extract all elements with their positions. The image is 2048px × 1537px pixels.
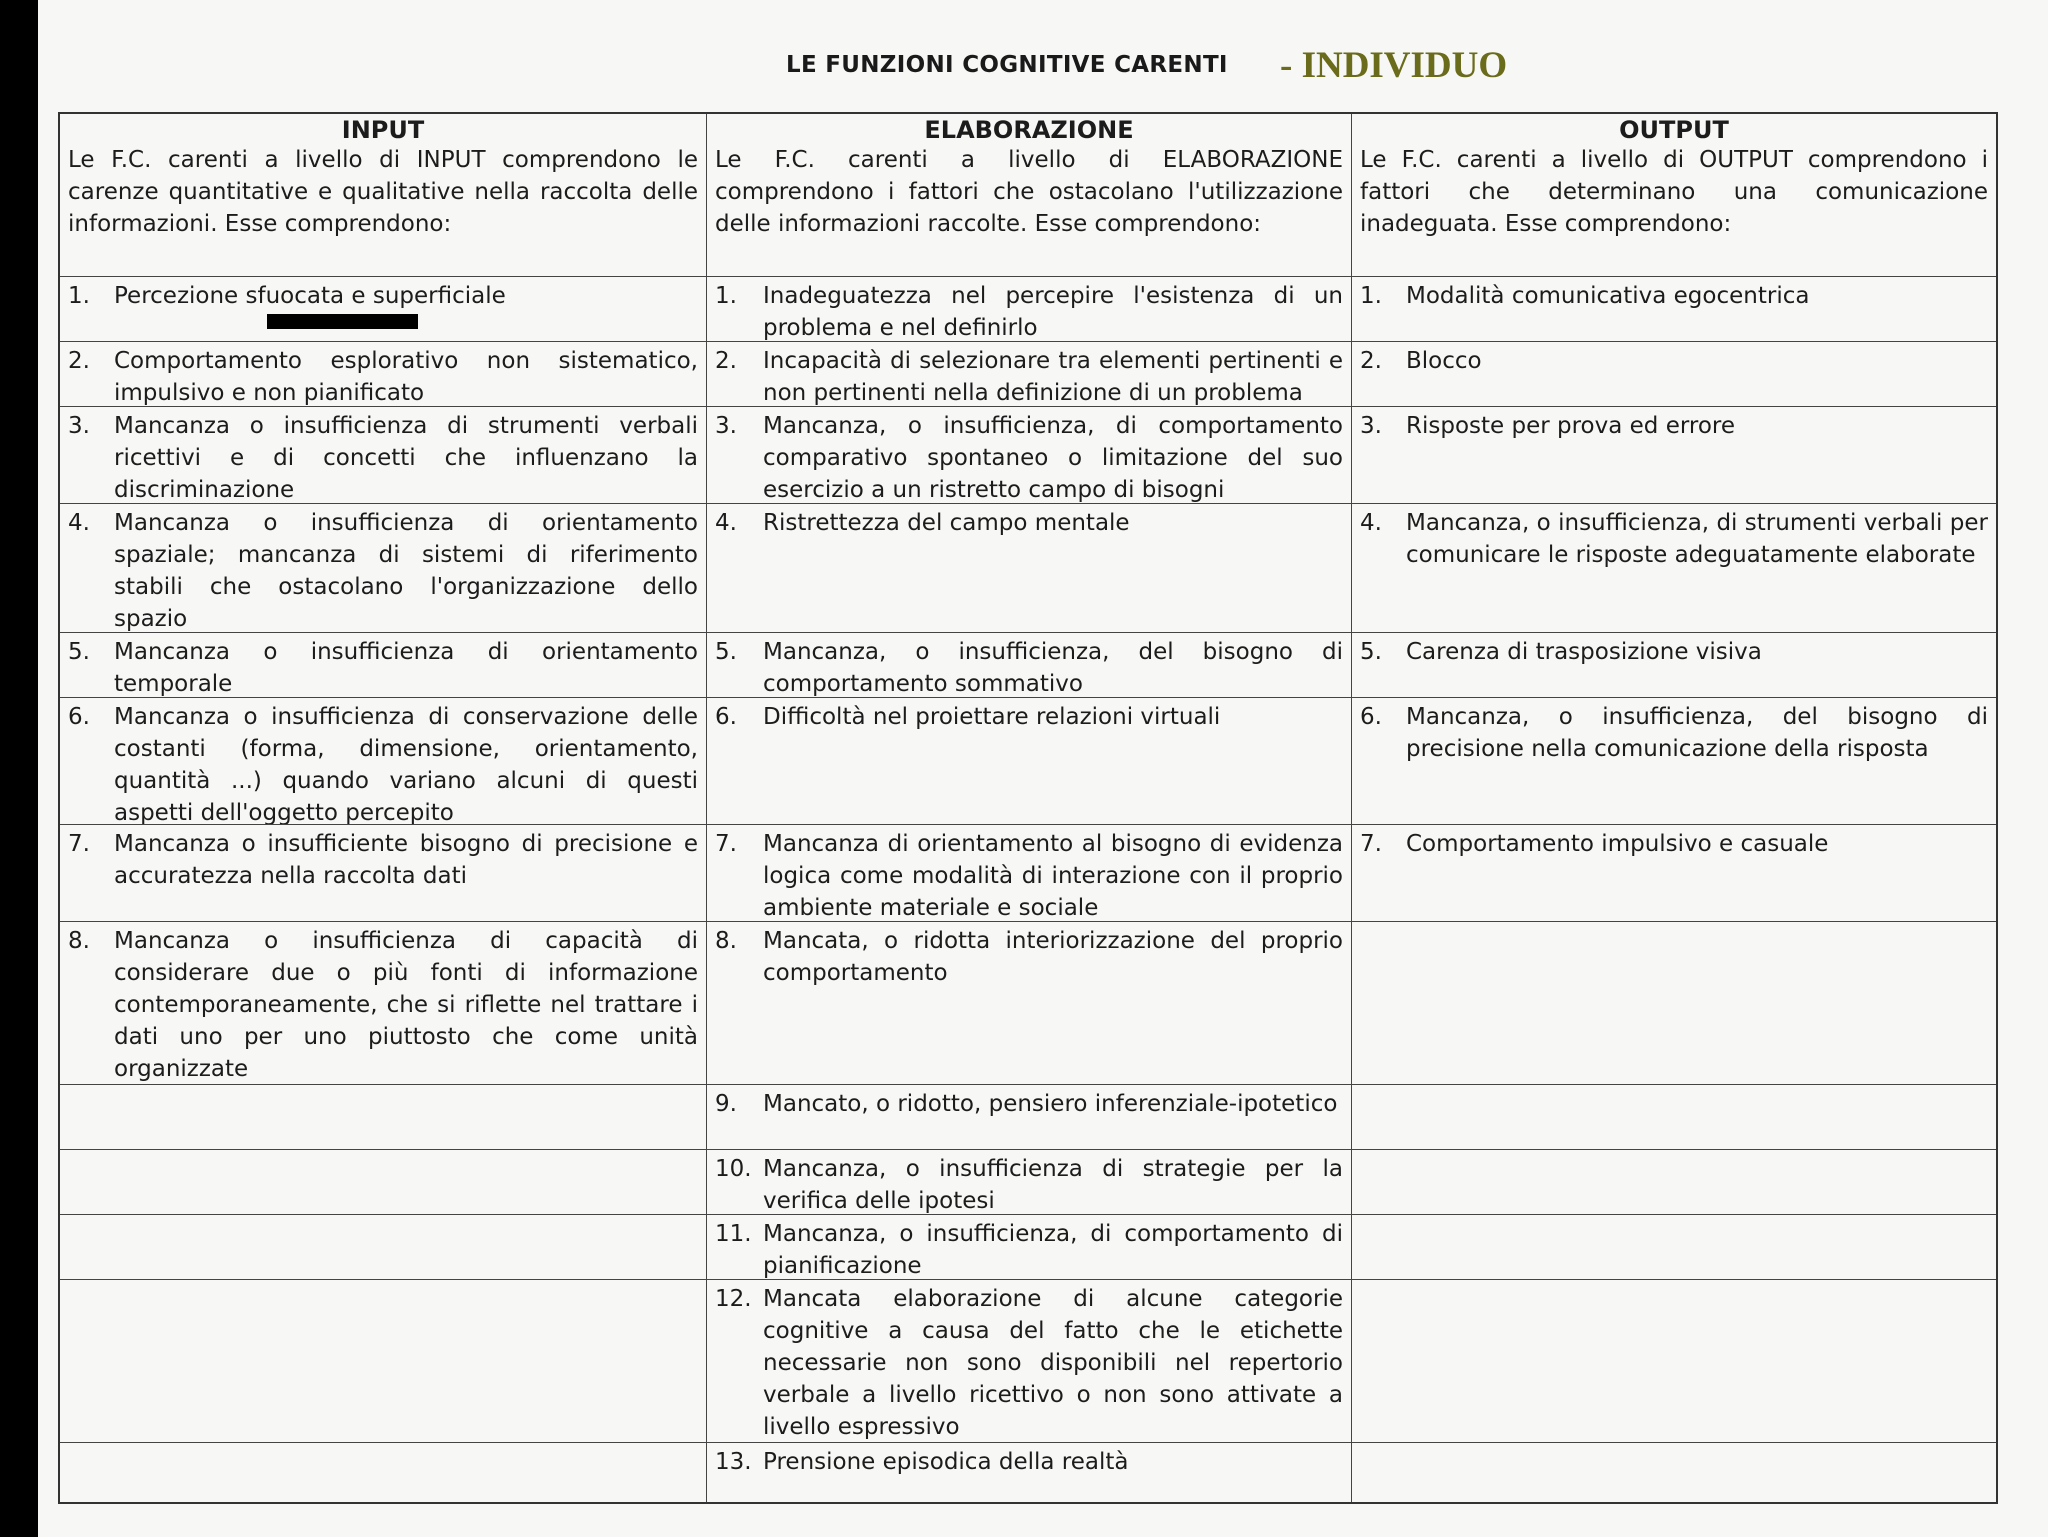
- output-list-item: [1360, 507, 1988, 571]
- item-text: Risposte per prova ed errore: [1406, 413, 1736, 439]
- input-list-item: [68, 280, 698, 312]
- item-number: 3.: [1360, 413, 1382, 439]
- output-empty-cell: [1352, 1280, 1996, 1443]
- input-empty-cell: [60, 1150, 707, 1215]
- input-heading: INPUT: [341, 116, 425, 144]
- output-item-cell: [1352, 407, 1996, 504]
- item-number: 7.: [715, 831, 737, 857]
- input-item-cell: [60, 922, 707, 1085]
- item-text: Inadeguatezza nel percepire l'esistenza di un problema e nel definirlo: [763, 283, 1343, 341]
- input-description: Le F.C. carenti a livello di INPUT comprendono le carenze quantitative e qualitative nella raccolta delle informazioni. Esse comprendono:: [68, 147, 698, 237]
- item-text: Mancata, o ridotta interiorizzazione del proprio comportamento: [763, 928, 1343, 986]
- item-number: 6.: [715, 704, 737, 730]
- output-empty-cell: [1352, 1443, 1996, 1502]
- document-title: LE FUNZIONI COGNITIVE CARENTI: [786, 52, 1228, 78]
- output-list-item: [1360, 636, 1988, 668]
- item-text: Mancanza o insufficienza di capacità di considerare due o più fonti di informazione contemporaneamente, che si riflette nel trattare i dati uno per uno piuttosto che come unità organizzate: [114, 928, 698, 1082]
- item-text: Percezione sfuocata e superficiale: [114, 283, 506, 309]
- elaborazione-list-item: [715, 1153, 1343, 1215]
- item-text: Mancanza, o insufficienza, di comportamento di pianificazione: [763, 1221, 1343, 1279]
- elaborazione-item-cell: [707, 342, 1352, 407]
- input-item-cell: [60, 633, 707, 698]
- elaborazione-item-cell: [707, 1150, 1352, 1215]
- input-list-item: [68, 507, 698, 633]
- input-item-cell: [60, 342, 707, 407]
- output-empty-cell: [1352, 1215, 1996, 1280]
- output-item-cell: [1352, 277, 1996, 342]
- output-list-item: [1360, 701, 1988, 765]
- input-item-cell: [60, 698, 707, 825]
- item-number: 2.: [68, 348, 90, 374]
- item-number: 12.: [715, 1286, 752, 1312]
- item-number: 13.: [715, 1449, 752, 1475]
- input-header-cell: [60, 114, 707, 277]
- item-number: 2.: [1360, 348, 1382, 374]
- input-empty-cell: [60, 1085, 707, 1150]
- output-list-item: [1360, 345, 1988, 377]
- item-number: 3.: [715, 413, 737, 439]
- input-item-cell: [60, 504, 707, 633]
- elaborazione-item-cell: [707, 1443, 1352, 1502]
- input-list-item: [68, 828, 698, 892]
- item-text: Mancanza di orientamento al bisogno di evidenza logica come modalità di interazione con il proprio ambiente materiale e sociale: [763, 831, 1343, 921]
- item-number: 2.: [715, 348, 737, 374]
- item-text: Comportamento impulsivo e casuale: [1406, 831, 1829, 857]
- item-number: 4.: [1360, 510, 1382, 536]
- input-list-item: [68, 636, 698, 698]
- item-number: 5.: [715, 639, 737, 665]
- output-list-item: [1360, 410, 1988, 442]
- input-item-cell: [60, 407, 707, 504]
- item-number: 8.: [715, 928, 737, 954]
- item-number: 5.: [68, 639, 90, 665]
- item-text: Mancanza, o insufficienza di strategie per la verifica delle ipotesi: [763, 1156, 1343, 1214]
- elaborazione-item-cell: [707, 504, 1352, 633]
- item-text: Mancanza o insufficienza di strumenti verbali ricettivi e di concetti che influenzano la discriminazione: [114, 413, 698, 503]
- elaborazione-list-item: [715, 1088, 1343, 1120]
- item-number: 10.: [715, 1156, 752, 1182]
- output-empty-cell: [1352, 922, 1996, 1085]
- item-text: Mancanza, o insufficienza, del bisogno di precisione nella comunicazione della risposta: [1406, 704, 1988, 762]
- input-list-item: [68, 345, 698, 407]
- item-text: Blocco: [1406, 348, 1482, 374]
- output-heading: OUTPUT: [1619, 116, 1729, 144]
- input-list-item: [68, 410, 698, 504]
- elaborazione-list-item: [715, 701, 1343, 733]
- item-number: 3.: [68, 413, 90, 439]
- document-subtitle: - INDIVIDUO: [1280, 45, 1508, 86]
- item-text: Mancanza o insufficienza di orientamento temporale: [114, 639, 698, 697]
- output-header-cell: [1352, 114, 1996, 277]
- elaborazione-list-item: [715, 280, 1343, 342]
- item-number: 4.: [715, 510, 737, 536]
- output-list-item: [1360, 280, 1988, 312]
- input-list-item: [68, 701, 698, 825]
- input-empty-cell: [60, 1443, 707, 1502]
- item-text: Mancanza, o insufficienza, di comportamento comparativo spontaneo o limitazione del suo esercizio a un ristretto campo di bisogni: [763, 413, 1343, 503]
- item-text: Carenza di trasposizione visiva: [1406, 639, 1762, 665]
- elaborazione-list-item: [715, 636, 1343, 698]
- output-item-cell: [1352, 342, 1996, 407]
- output-description: Le F.C. carenti a livello di OUTPUT comprendono i fattori che determinano una comunicazione inadeguata. Esse comprendono:: [1360, 147, 1988, 237]
- item-number: 1.: [68, 283, 90, 309]
- item-number: 7.: [1360, 831, 1382, 857]
- item-text: Mancanza o insufficiente bisogno di precisione e accuratezza nella raccolta dati: [114, 831, 698, 889]
- elaborazione-list-item: [715, 1283, 1343, 1443]
- item-text: Modalità comunicativa egocentrica: [1406, 283, 1810, 309]
- item-number: 6.: [1360, 704, 1382, 730]
- item-text: Mancanza o insufficienza di orientamento spaziale; mancanza di sistemi di riferimento stabili che ostacolano l'organizzazione dello spazio: [114, 510, 698, 632]
- input-empty-cell: [60, 1280, 707, 1443]
- elaborazione-item-cell: [707, 1085, 1352, 1150]
- elaborazione-item-cell: [707, 633, 1352, 698]
- input-item-cell: [60, 277, 707, 342]
- elaborazione-item-cell: [707, 407, 1352, 504]
- item-number: 7.: [68, 831, 90, 857]
- elaborazione-header-cell: [707, 114, 1352, 277]
- output-item-cell: [1352, 698, 1996, 825]
- item-number: 11.: [715, 1221, 752, 1247]
- input-empty-cell: [60, 1215, 707, 1280]
- output-item-cell: [1352, 504, 1996, 633]
- elaborazione-list-item: [715, 507, 1343, 539]
- elaborazione-list-item: [715, 410, 1343, 504]
- item-text: Prensione episodica della realtà: [763, 1449, 1129, 1475]
- elaborazione-item-cell: [707, 1215, 1352, 1280]
- elaborazione-item-cell: [707, 825, 1352, 922]
- elaborazione-item-cell: [707, 922, 1352, 1085]
- elaborazione-list-item: [715, 1446, 1343, 1478]
- elaborazione-item-cell: [707, 1280, 1352, 1443]
- input-list-item: [68, 925, 698, 1085]
- elaborazione-item-cell: [707, 698, 1352, 825]
- item-text: Ristrettezza del campo mentale: [763, 510, 1130, 536]
- item-number: 5.: [1360, 639, 1382, 665]
- item-text: Comportamento esplorativo non sistematico, impulsivo e non pianificato: [114, 348, 698, 406]
- elaborazione-description: Le F.C. carenti a livello di ELABORAZIONE comprendono i fattori che ostacolano l'utilizzazione delle informazioni raccolte. Esse comprendono:: [715, 147, 1343, 237]
- item-text: Mancanza o insufficienza di conservazione delle costanti (forma, dimensione, orientamento, quantità ...) quando variano alcuni di questi aspetti dell'oggetto percepito: [114, 704, 698, 825]
- item-text: Incapacità di selezionare tra elementi pertinenti e non pertinenti nella definizione di un problema: [763, 348, 1343, 406]
- output-item-cell: [1352, 825, 1996, 922]
- output-item-cell: [1352, 633, 1996, 698]
- elaborazione-item-cell: [707, 277, 1352, 342]
- redaction-mark: [267, 314, 418, 329]
- scanned-page: [38, 0, 2048, 1537]
- output-empty-cell: [1352, 1085, 1996, 1150]
- elaborazione-list-item: [715, 345, 1343, 407]
- elaborazione-list-item: [715, 1218, 1343, 1280]
- elaborazione-list-item: [715, 925, 1343, 989]
- output-empty-cell: [1352, 1150, 1996, 1215]
- item-text: Mancata elaborazione di alcune categorie cognitive a causa del fatto che le etichette necessarie non sono disponibili nel repertorio verbale a livello ricettivo o non sono attivate a livello espressivo: [763, 1286, 1343, 1440]
- item-number: 6.: [68, 704, 90, 730]
- output-list-item: [1360, 828, 1988, 860]
- input-item-cell: [60, 825, 707, 922]
- item-text: Mancanza, o insufficienza, del bisogno di comportamento sommativo: [763, 639, 1343, 697]
- item-text: Difficoltà nel proiettare relazioni virtuali: [763, 704, 1221, 730]
- item-number: 8.: [68, 928, 90, 954]
- elaborazione-heading: ELABORAZIONE: [924, 116, 1134, 144]
- item-number: 1.: [1360, 283, 1382, 309]
- item-text: Mancato, o ridotto, pensiero inferenziale-ipotetico: [763, 1091, 1338, 1117]
- elaborazione-list-item: [715, 828, 1343, 922]
- item-number: 9.: [715, 1091, 737, 1117]
- item-number: 4.: [68, 510, 90, 536]
- item-number: 1.: [715, 283, 737, 309]
- item-text: Mancanza, o insufficienza, di strumenti verbali per comunicare le risposte adeguatamente elaborate: [1406, 510, 1988, 568]
